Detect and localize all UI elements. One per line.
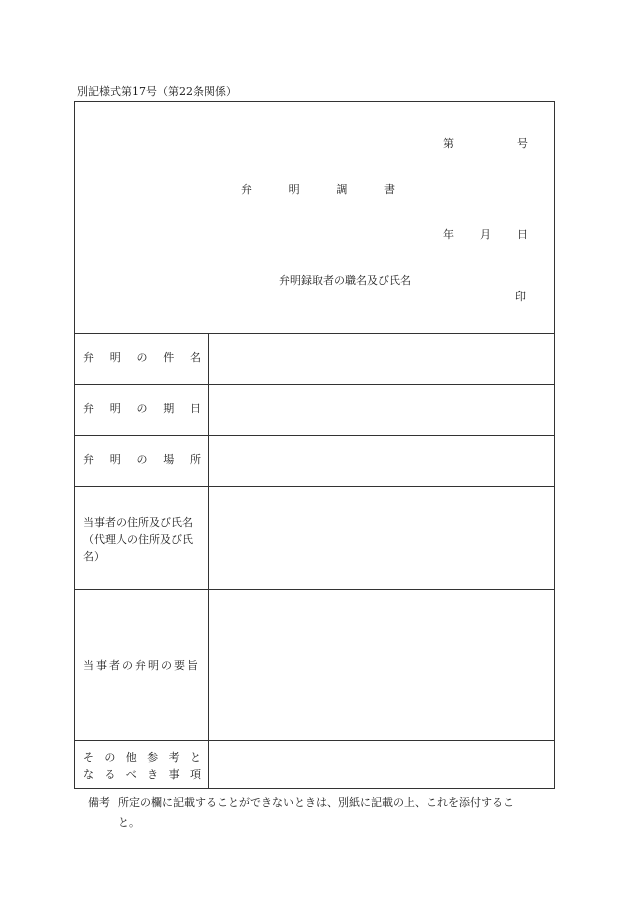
row-label-statement-summary: 当事者の弁明の要旨 [83, 659, 200, 672]
remarks-text-line2: と。 [118, 816, 140, 829]
date-day-label: 日 [517, 228, 528, 241]
title-char: 弁 [241, 183, 252, 196]
title-char: 調 [336, 183, 348, 196]
date-year-label: 年 [443, 228, 454, 241]
record-number-field[interactable] [475, 132, 515, 150]
hearing-place-field[interactable] [211, 437, 551, 484]
record-number-prefix: 第 [443, 137, 454, 150]
case-name-field[interactable] [211, 335, 551, 382]
row-label-case-name: 弁 明 の 件 名 [83, 351, 201, 364]
party-address-field[interactable] [211, 488, 551, 587]
recorder-label: 弁明録取者の職名及び氏名 [279, 274, 411, 287]
row-label-hearing-date: 弁 明 の 期 日 [83, 402, 201, 415]
remarks-note [88, 793, 558, 833]
remarks-text-line1: 所定の欄に記載することができないときは、別紙に記載の上、これを添付するこ [118, 796, 514, 809]
form-number-label: 別記様式第17号（第22条関係） [77, 85, 237, 98]
date-month-label: 月 [480, 228, 491, 241]
row-label-party-address: 当事者の住所及び氏名 （代理人の住所及び氏 名） [83, 516, 193, 563]
remarks-label: 備考 [88, 796, 110, 809]
other-notes-field[interactable] [211, 742, 551, 788]
statement-record-form: 第 号 弁 明 調 書 年 月 日 弁明録取者の職名及び氏名 印 弁 明 の 件 名 弁 明 の 期 日 弁 明 の 場 所 当事者の住所及び氏名 （代理人の住所及び氏 名） 当事者の弁明の要旨 そ の 他 参 考 と な る べ き 事 項 [74, 101, 555, 789]
seal-mark: 印 [515, 290, 526, 303]
record-number-suffix: 号 [517, 137, 528, 150]
title-char: 明 [288, 183, 300, 196]
statement-summary-field[interactable] [211, 591, 551, 738]
title-char: 書 [383, 183, 395, 196]
row-label-hearing-place: 弁 明 の 場 所 [83, 453, 201, 466]
hearing-date-field[interactable] [211, 386, 551, 433]
document-title [241, 181, 395, 197]
